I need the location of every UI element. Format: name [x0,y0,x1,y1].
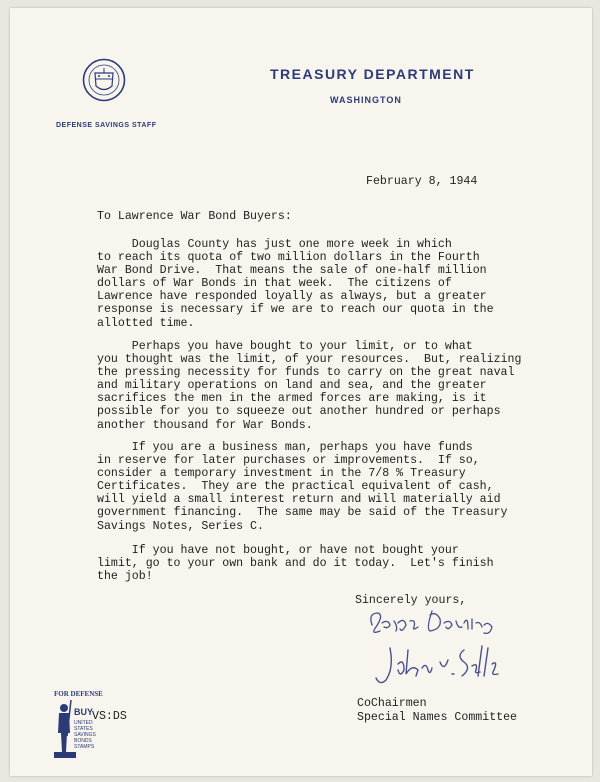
paragraph-2: Perhaps you have bought to your limit, or to what you thought was the limit, of your resources. But, realizing the pressing necessity for funds to carry on the great naval and military operations on land and sea, and the greater sacrifices the men in the armed forces are making, is it possible for you to squeeze out another hundred or perhaps another thousand for War Bonds. [97,340,522,432]
stamp-buy-text: BUY [74,707,94,717]
stamp-line: SAVINGS [74,732,96,738]
salutation: To Lawrence War Bond Buyers: [97,210,292,223]
stamp-line: UNITED [74,720,93,726]
department-name: TREASURY DEPARTMENT [270,66,475,82]
letter-date: February 8, 1944 [366,175,478,188]
staff-name: DEFENSE SAVINGS STAFF [56,122,157,129]
typist-initials: VS:DS [92,710,127,723]
stamp-line: STAMPS [74,744,95,750]
stamp-top-text: FOR DEFENSE [54,690,103,698]
signer-title-1: CoChairmen [357,697,427,710]
stamp-line: STATES [74,726,93,732]
treasury-seal-icon [82,58,126,102]
paragraph-1: Douglas County has just one more week in which to reach its quota of two million dollars in the Fourth War Bond Drive. That means the sale of one-half million dollars of War Bonds in that week. The citizens of Lawrence have responded loyally as always, but a greater response is necessary if we are to reach our quota in the allotted time. [97,238,494,330]
stamp-line: BONDS [74,738,92,744]
signature-george-docking [360,605,510,639]
city-name: WASHINGTON [330,95,402,105]
signer-title-2: Special Names Committee [357,711,518,724]
signature-john-v-sells [360,640,510,690]
paragraph-4: If you have not bought, or have not bought your limit, go to your own bank and do it today. Let's finish the job! [97,544,494,584]
closing: Sincerely yours, [355,594,467,607]
stamp-small-text [74,720,96,750]
paragraph-3: If you are a business man, perhaps you have funds in reserve for later purchases or improvements. If so, consider a temporary investment in the 7/8 % Treasury Certificates. They are the practical equivalent of cash, will yield a small interest return and will materially aid government financing. The same may be said of the Treasury Savings Notes, Series C. [97,441,508,533]
